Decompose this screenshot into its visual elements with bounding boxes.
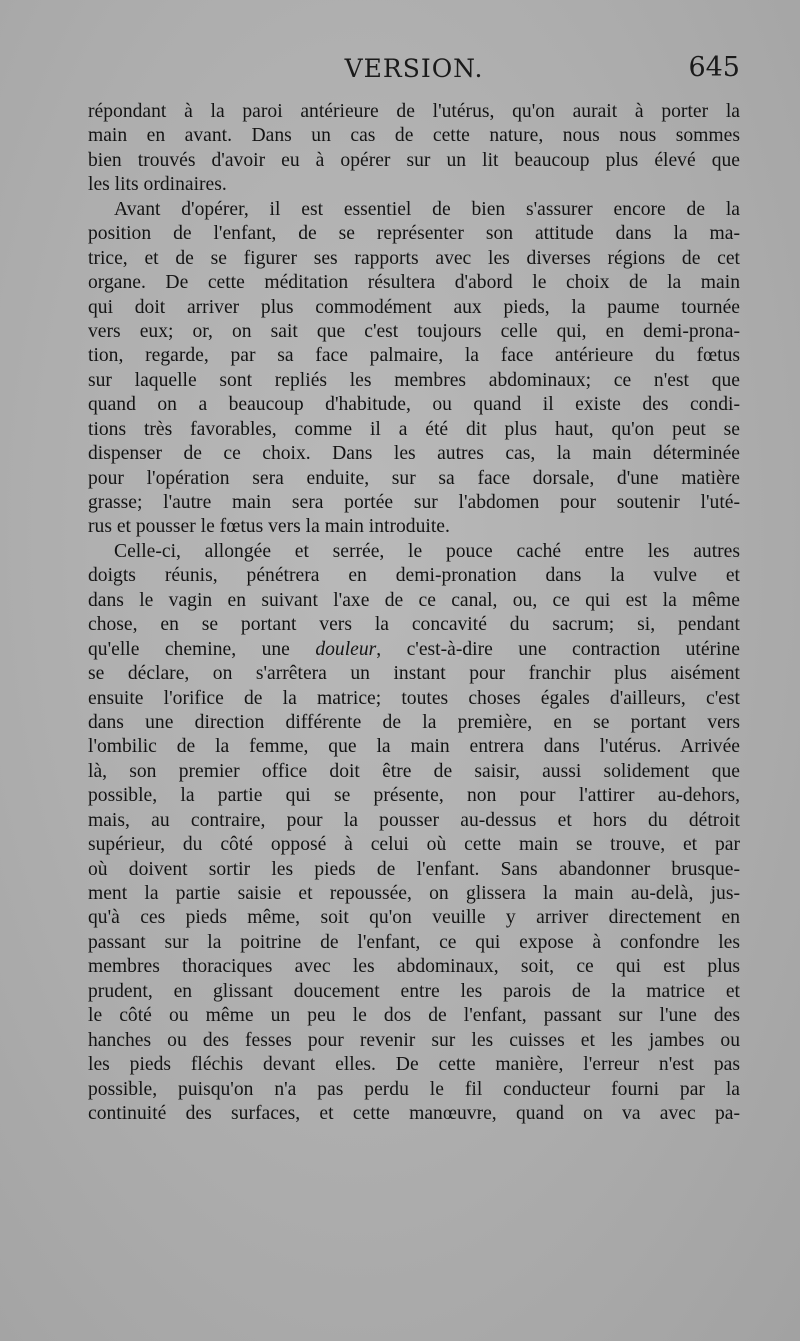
text-line: les pieds fléchis devant elles. De cette manière, l'erreur n'est pas: [88, 1054, 740, 1076]
text-line: tions très favorables, comme il a été dit plus haut, qu'on peut se: [88, 418, 740, 440]
text-line: main en avant. Dans un cas de cette nature, nous nous sommes: [88, 125, 740, 147]
text-line: Celle-ci, allongée et serrée, le pouce caché entre les autres: [114, 540, 740, 562]
text-line: dans une direction différente de la première, en se portant vers: [88, 711, 740, 733]
text-line: sur laquelle sont repliés les membres abdominaux; ce n'est que: [88, 369, 740, 391]
text-line: répondant à la paroi antérieure de l'utérus, qu'on aurait à porter la: [88, 101, 740, 122]
text-line: passant sur la poitrine de l'enfant, ce qui expose à confondre les: [88, 931, 740, 953]
text-line: organe. De cette méditation résultera d'abord le choix de la main: [88, 272, 740, 294]
text-line: grasse; l'autre main sera portée sur l'abdomen pour soutenir l'uté-: [88, 492, 740, 513]
text-line: qu'à ces pieds même, soit qu'on veuille y arriver directement en: [88, 907, 740, 929]
text-line: Avant d'opérer, il est essentiel de bien s'assurer encore de la: [114, 198, 740, 220]
text-line: vers eux; or, on sait que c'est toujours celle qui, en demi-prona-: [88, 320, 740, 342]
text-line: prudent, en glissant doucement entre les parois de la matrice et: [88, 980, 740, 1002]
text-line: continuité des surfaces, et cette manœuvre, quand on va avec pa-: [88, 1102, 740, 1124]
text-line: hanches ou des fesses pour revenir sur les cuisses et les jambes ou: [88, 1029, 740, 1051]
text-line: possible, la partie qui se présente, non pour l'attirer au-dehors,: [88, 785, 740, 807]
text-line: membres thoraciques avec les abdominaux, soit, ce qui est plus: [88, 956, 740, 978]
text-line: là, son premier office doit être de saisir, aussi solidement que: [88, 760, 740, 782]
text-line: position de l'enfant, de se représenter son attitude dans la ma-: [88, 223, 740, 245]
text-line: où doivent sortir les pieds de l'enfant. Sans abandonner brusque-: [88, 858, 740, 880]
text-line: dans le vagin en suivant l'axe de ce canal, ou, ce qui est la même: [88, 589, 740, 611]
text-line: supérieur, du côté opposé à celui où cette main se trouve, et par: [88, 834, 740, 856]
page-number: 645: [688, 52, 740, 83]
text-line: l'ombilic de la femme, que la main entrera dans l'utérus. Arrivée: [88, 736, 740, 758]
text-line: doigts réunis, pénétrera en demi-pronation dans la vulve et: [88, 565, 740, 587]
text-line: bien trouvés d'avoir eu à opérer sur un lit beaucoup plus élevé que: [88, 149, 740, 171]
italic-word: douleur: [315, 638, 377, 660]
text-line: rus et pousser le fœtus vers la main introduite.: [88, 516, 450, 538]
text-line: trice, et de se figurer ses rapports avec les diverses régions de cet: [88, 247, 740, 269]
text-line: possible, puisqu'on n'a pas perdu le fil conducteur fourni par la: [88, 1078, 740, 1100]
text-line: mais, au contraire, pour la pousser au-dessus et hors du détroit: [88, 809, 740, 831]
running-title: VERSION.: [344, 54, 484, 83]
text-line: tion, regarde, par sa face palmaire, la face antérieure du fœtus: [88, 345, 740, 367]
text-line: qui doit arriver plus commodément aux pieds, la paume tournée: [88, 296, 740, 318]
text-line: pour l'opération sera enduite, sur sa face dorsale, d'une matière: [88, 467, 740, 489]
text-line: qu'elle chemine, une douleur, c'est-à-dire une contraction utérine: [88, 638, 740, 660]
text-line: quand on a beaucoup d'habitude, ou quand il existe des condi-: [88, 394, 740, 416]
text-line: dispenser de ce choix. Dans les autres cas, la main déterminée: [88, 443, 740, 465]
text-line: les lits ordinaires.: [88, 174, 227, 196]
text-line: ment la partie saisie et repoussée, on glissera la main au-delà, jus-: [88, 883, 740, 904]
body-text: [88, 100, 740, 1126]
text-line: ensuite l'orifice de la matrice; toutes choses égales d'ailleurs, c'est: [88, 687, 740, 709]
running-head: [88, 50, 740, 90]
text-line: le côté ou même un peu le dos de l'enfant, passant sur l'une des: [88, 1005, 740, 1027]
text-line: se déclare, on s'arrêtera un instant pour franchir plus aisément: [88, 663, 740, 685]
text-line: chose, en se portant vers la concavité du sacrum; si, pendant: [88, 614, 740, 636]
